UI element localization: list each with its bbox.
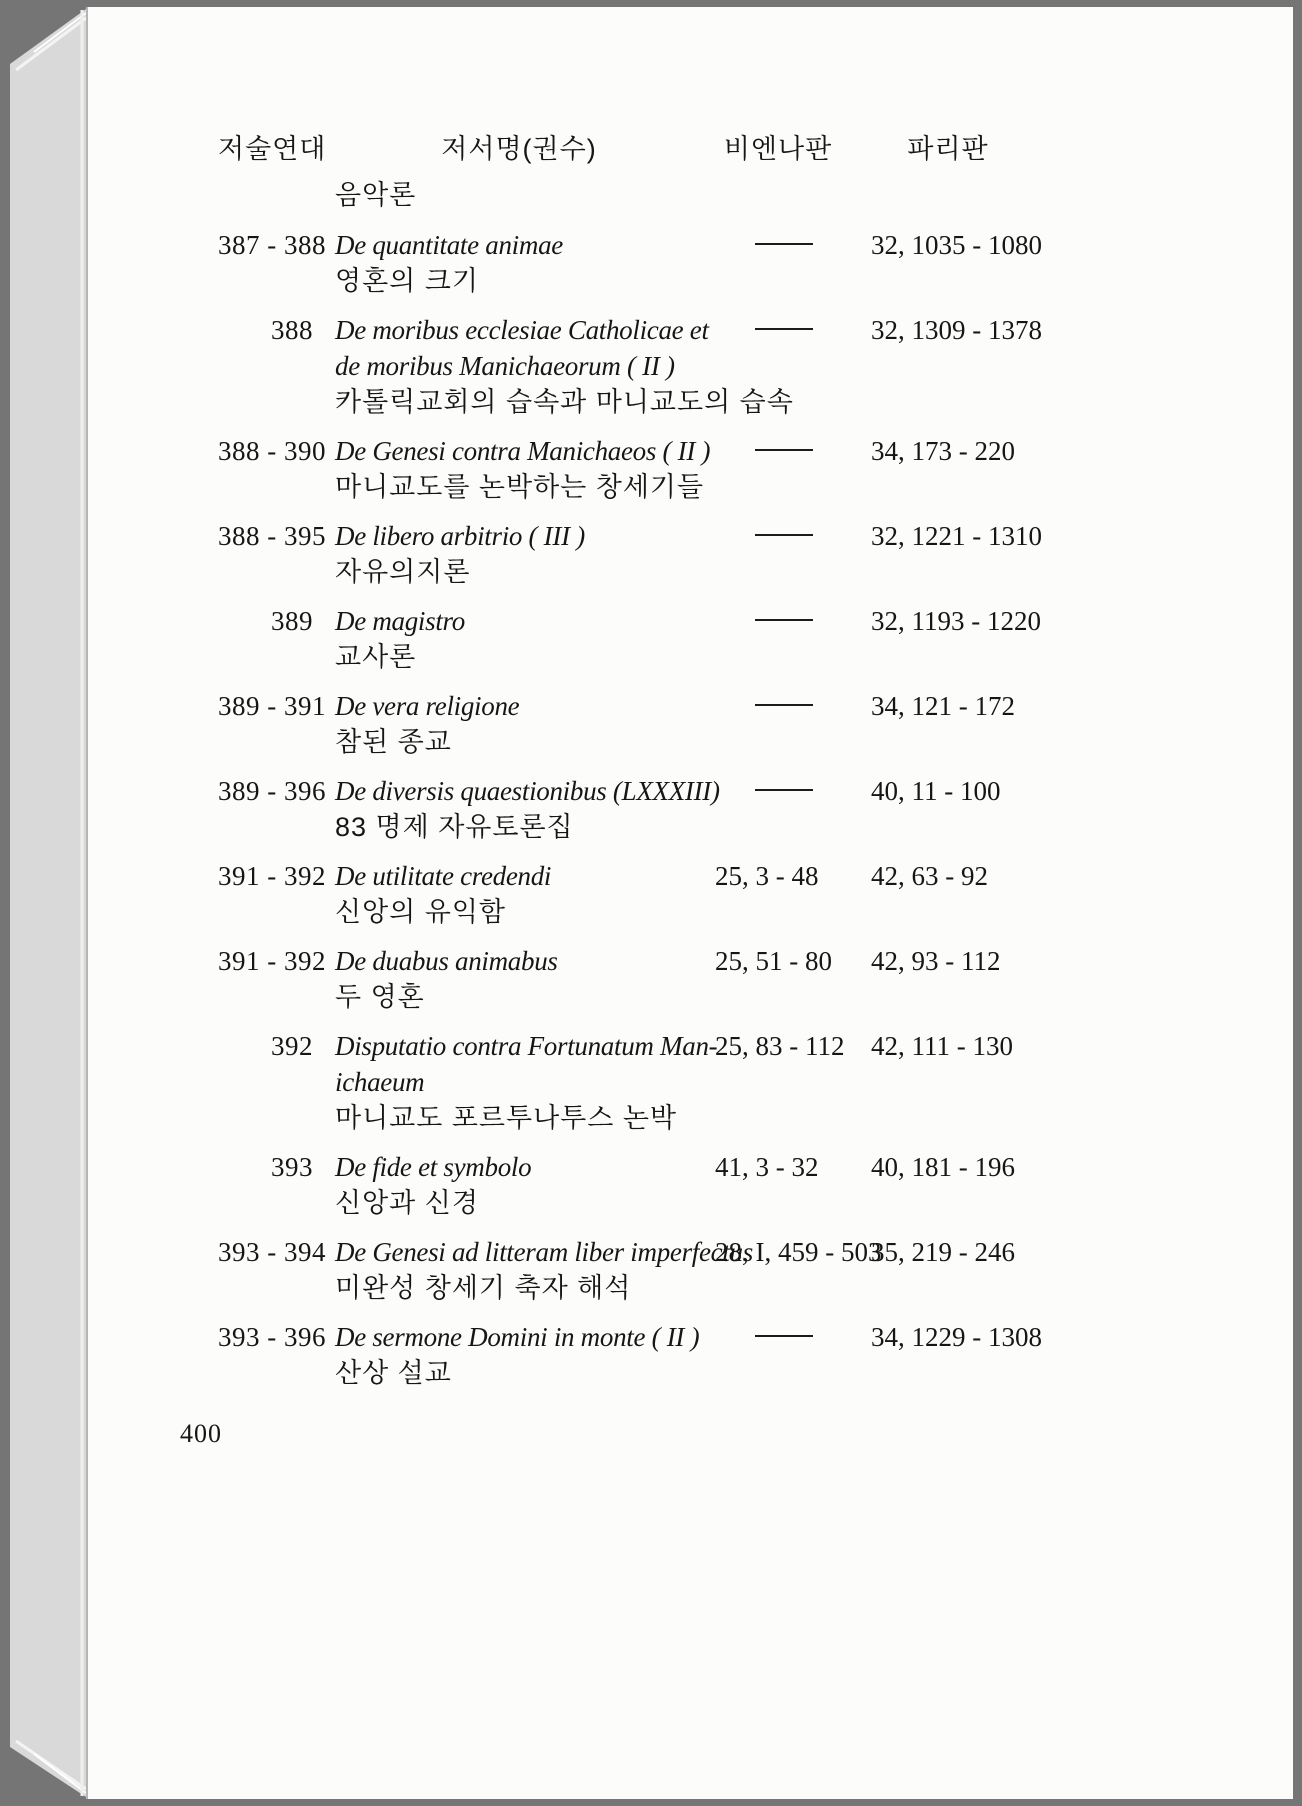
- korean-title: 산상 설교: [335, 1358, 452, 1388]
- korean-title: 교사론: [335, 642, 417, 672]
- vienna-cell: [703, 227, 853, 263]
- col-header-title: 저서명(권수): [441, 134, 597, 164]
- latin-title-line: De vera religione: [335, 691, 520, 721]
- latin-title-line: De moribus ecclesiae Catholicae et: [335, 315, 709, 345]
- date-cell: 389: [271, 606, 313, 636]
- title-cell: [313, 312, 794, 420]
- paris-cell: 42, 93 - 112: [871, 946, 1001, 976]
- paris-cell: 32, 1309 - 1378: [871, 315, 1042, 345]
- title-cell: [313, 433, 711, 505]
- title-cell: [313, 1149, 703, 1221]
- no-vienna-dash: [755, 534, 813, 536]
- table-row: [218, 518, 1293, 590]
- date-cell: 393 - 396: [218, 1322, 326, 1352]
- page-number: 400: [180, 1419, 222, 1448]
- latin-title-line: De utilitate credendi: [335, 861, 552, 891]
- vienna-cell: [703, 433, 853, 469]
- date-cell: 388 - 390: [218, 436, 326, 466]
- date-cell: 391 - 392: [218, 946, 326, 976]
- date-cell: 389 - 391: [218, 691, 326, 721]
- latin-title-line: De libero arbitrio ( III ): [335, 521, 585, 551]
- paris-cell: 40, 11 - 100: [871, 776, 1001, 806]
- date-cell: 393: [271, 1152, 313, 1182]
- no-vienna-dash: [755, 243, 813, 245]
- korean-title: 신앙과 신경: [335, 1188, 479, 1218]
- vienna-cell: [703, 688, 853, 724]
- paris-cell: 40, 181 - 196: [871, 1152, 1015, 1182]
- no-vienna-dash: [755, 704, 813, 706]
- table-row: [218, 858, 1293, 930]
- vienna-cell: [703, 312, 853, 348]
- table-row: [218, 1234, 1293, 1306]
- korean-title: 신앙의 유익함: [335, 897, 506, 927]
- col-header-date: 저술연대: [218, 134, 327, 164]
- latin-title-line: De sermone Domini in monte ( II ): [335, 1322, 700, 1352]
- title-cell: [313, 1028, 718, 1136]
- vienna-cell: 25, 3 - 48: [715, 861, 819, 891]
- title-cell: [313, 518, 703, 590]
- table-body: [218, 227, 1293, 1391]
- latin-title-line: ichaeum: [335, 1067, 425, 1097]
- date-cell: 391 - 392: [218, 861, 326, 891]
- paris-cell: 32, 1035 - 1080: [871, 230, 1042, 260]
- table-row: [218, 943, 1293, 1015]
- col-header-paris: 파리판: [907, 134, 989, 164]
- latin-title-line: De fide et symbolo: [335, 1152, 532, 1182]
- title-cell: [313, 177, 703, 213]
- continuation-row: [218, 177, 1293, 213]
- vienna-cell: [703, 1319, 853, 1355]
- paris-cell: 34, 121 - 172: [871, 691, 1015, 721]
- table-header: [218, 131, 1293, 167]
- date-cell: 392: [271, 1031, 313, 1061]
- date-cell: 388 - 395: [218, 521, 326, 551]
- title-cell: [313, 603, 703, 675]
- korean-title: 카톨릭교회의 습속과 마니교도의 습속: [335, 387, 794, 417]
- vienna-cell: [703, 773, 853, 809]
- title-cell: [313, 1234, 753, 1306]
- no-vienna-dash: [755, 328, 813, 330]
- date-cell: 389 - 396: [218, 776, 326, 806]
- table-row: [218, 1149, 1293, 1221]
- latin-title-line: De diversis quaestionibus (LXXXIII): [335, 776, 720, 806]
- title-cell: [313, 688, 703, 760]
- date-cell: 388: [271, 315, 313, 345]
- paris-cell: 35, 219 - 246: [871, 1237, 1015, 1267]
- latin-title-line: De Genesi contra Manichaeos ( II ): [335, 436, 711, 466]
- table-of-works: [88, 7, 1293, 1449]
- table-row: [218, 433, 1293, 505]
- table-row: [218, 1319, 1293, 1391]
- latin-title-line: De Genesi ad litteram liber imperfectus: [335, 1237, 753, 1267]
- title-cell: [313, 773, 720, 845]
- vienna-cell: 28, I, 459 - 503: [715, 1237, 882, 1267]
- table-row: [218, 227, 1293, 299]
- title-cell: [313, 943, 703, 1015]
- korean-title: 두 영혼: [335, 982, 425, 1012]
- page: [88, 7, 1293, 1799]
- korean-title: 자유의지론: [335, 557, 471, 587]
- table-row: [218, 688, 1293, 760]
- title-cell: [313, 1319, 703, 1391]
- korean-title: 마니교도를 논박하는 창세기들: [335, 472, 705, 502]
- latin-title-line: De duabus animabus: [335, 946, 558, 976]
- no-vienna-dash: [755, 449, 813, 451]
- title-cell: [313, 227, 703, 299]
- latin-title-line: de moribus Manichaeorum ( II ): [335, 351, 675, 381]
- korean-title: 83 명제 자유토론집: [335, 812, 574, 842]
- date-cell: 393 - 394: [218, 1237, 326, 1267]
- paris-cell: 42, 63 - 92: [871, 861, 988, 891]
- vienna-cell: [703, 518, 853, 554]
- vienna-cell: 25, 83 - 112: [715, 1031, 845, 1061]
- paris-cell: 34, 1229 - 1308: [871, 1322, 1042, 1352]
- table-row: [218, 1028, 1293, 1136]
- vienna-cell: [703, 603, 853, 639]
- vienna-cell: 41, 3 - 32: [715, 1152, 819, 1182]
- latin-title-line: Disputatio contra Fortunatum Man-: [335, 1031, 718, 1061]
- no-vienna-dash: [755, 789, 813, 791]
- title-cell: [313, 858, 703, 930]
- korean-title: 영혼의 크기: [335, 266, 479, 296]
- date-cell: 387 - 388: [218, 230, 326, 260]
- col-header-vienna: 비엔나판: [723, 134, 833, 164]
- paris-cell: 42, 111 - 130: [871, 1031, 1013, 1061]
- latin-title-line: De magistro: [335, 606, 465, 636]
- paris-cell: 32, 1221 - 1310: [871, 521, 1042, 551]
- korean-title: 미완성 창세기 축자 해석: [335, 1273, 632, 1303]
- latin-title-line: De quantitate animae: [335, 230, 563, 260]
- table-row: [218, 603, 1293, 675]
- paris-cell: 32, 1193 - 1220: [871, 606, 1041, 636]
- vienna-cell: 25, 51 - 80: [715, 946, 832, 976]
- table-row: [218, 773, 1293, 845]
- korean-title: 음악론: [335, 180, 417, 210]
- table-row: [218, 312, 1293, 420]
- paris-cell: 34, 173 - 220: [871, 436, 1015, 466]
- korean-title: 참된 종교: [335, 727, 452, 757]
- no-vienna-dash: [755, 1335, 813, 1337]
- no-vienna-dash: [755, 619, 813, 621]
- korean-title: 마니교도 포르투나투스 논박: [335, 1103, 677, 1133]
